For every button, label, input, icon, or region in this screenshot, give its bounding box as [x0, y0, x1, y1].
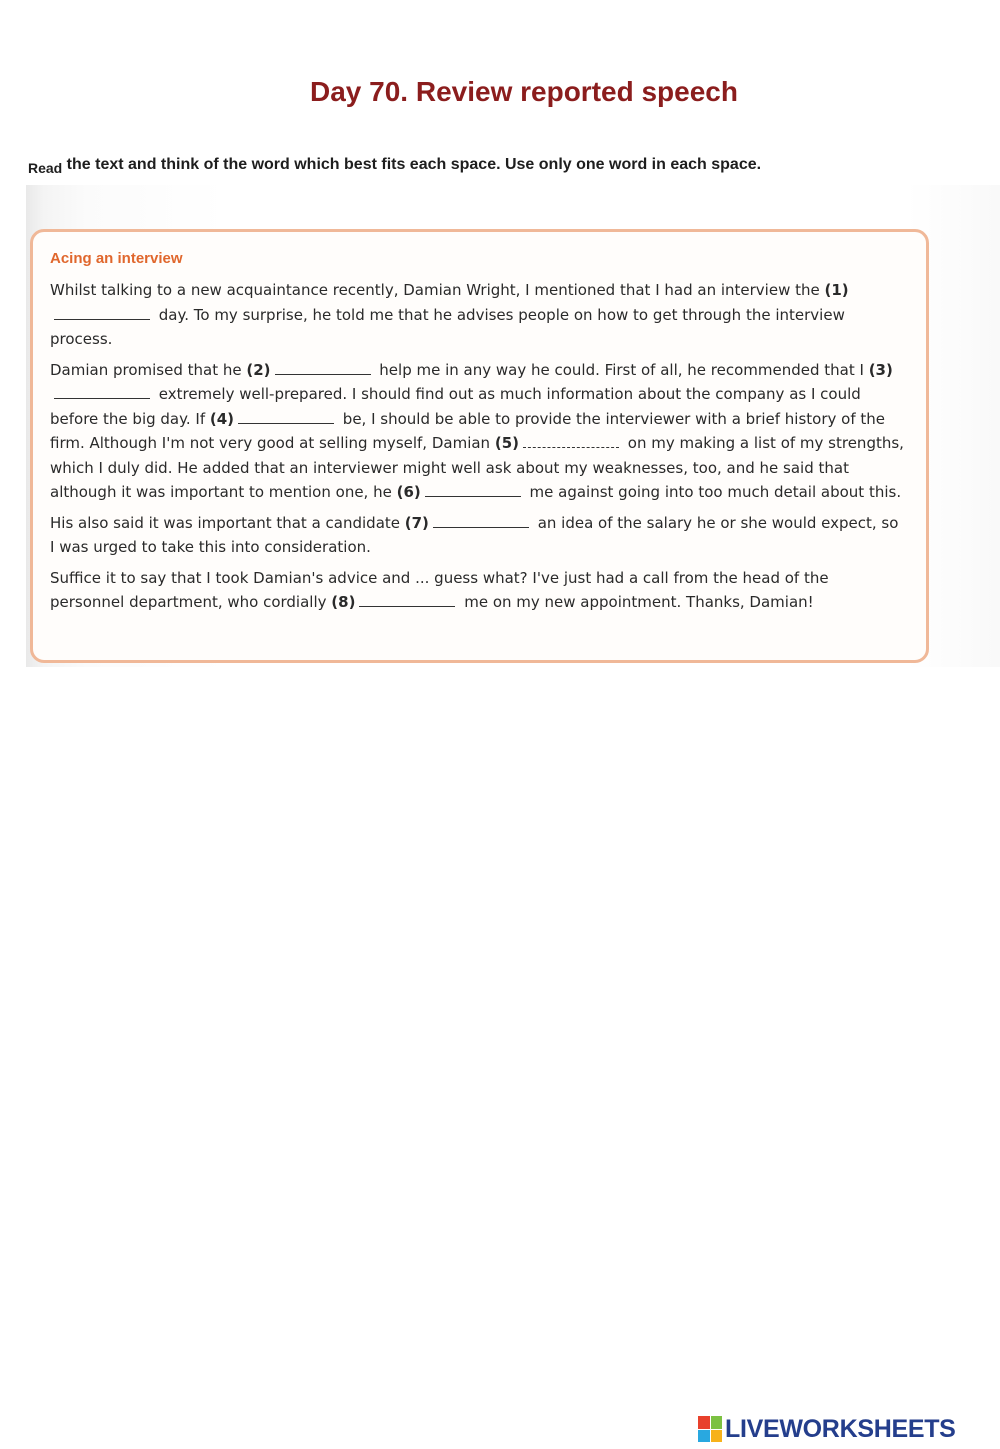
gap-number: (5)	[494, 434, 519, 452]
paragraph-text: day. To my surprise, he told me that he advises people on how to get through the interview process.	[50, 305, 845, 348]
answer-blank[interactable]	[54, 307, 150, 320]
exercise-text	[50, 278, 905, 621]
gap-number: (8)	[331, 593, 356, 611]
gap-number: (2)	[246, 360, 271, 379]
paragraph-text: on my making a list of my strengths, which I duly did. He added that an interviewer might well ask about my weaknesses, too, and he said that although it was important to mention one, he	[50, 434, 904, 501]
exercise-paragraph	[50, 511, 905, 560]
exercise-paragraph	[50, 566, 905, 615]
gap-number: (3)	[868, 360, 893, 379]
page-title: Day 70. Review reported speech	[310, 76, 738, 107]
answer-blank[interactable]	[54, 386, 150, 399]
answer-blank[interactable]	[433, 515, 529, 528]
paragraph-text: me against going into too much detail about this.	[524, 483, 902, 501]
gap-number: (6)	[396, 483, 421, 501]
paragraph-text: extremely well-prepared. I should find out as much information about the company as I could before the big day. If	[50, 385, 861, 428]
answer-blank[interactable]	[359, 594, 455, 607]
instructions-first-word: Read	[28, 160, 63, 176]
paragraph-text: His also said it was important that a candidate	[50, 513, 405, 532]
gap-number: (1)	[824, 281, 849, 299]
paragraph-text: help me in any way he could. First of all, he recommended that I	[374, 360, 869, 379]
instructions	[28, 156, 928, 174]
answer-blank[interactable]	[238, 411, 334, 424]
liveworksheets-logo	[698, 1412, 956, 1446]
exercise-heading: Acing an interview	[50, 250, 183, 267]
answer-blank[interactable]	[275, 362, 371, 375]
liveworksheets-logo-icon	[698, 1416, 722, 1442]
exercise-paragraph	[50, 278, 905, 352]
paragraph-text: Whilst talking to a new acquaintance recently, Damian Wright, I mentioned that I had an interview the	[50, 281, 825, 299]
paragraph-text: Suffice it to say that I took Damian's advice and ... guess what? I've just had a call from the head of the personnel department, who cordially	[50, 568, 829, 611]
paragraph-text: me on my new appointment. Thanks, Damian!	[459, 593, 814, 611]
gap-number: (7)	[404, 513, 429, 532]
answer-blank[interactable]	[425, 484, 521, 497]
paragraph-text: Damian promised that he	[50, 360, 247, 379]
instructions-text: the text and think of the word which best fits each space. Use only one word in each space.	[62, 156, 762, 173]
paragraph-text: be, I should be able to provide the interviewer with a brief history of the firm. Although I'm not very good at selling myself, Damian	[50, 409, 885, 452]
logo-text: LIVEWORKSHEETS	[725, 1414, 956, 1443]
paragraph-text: an idea of the salary he or she would expect, so I was urged to take this into consideration.	[50, 513, 899, 556]
answer-blank[interactable]	[523, 435, 619, 448]
gap-number: (4)	[209, 409, 235, 428]
exercise-paragraph	[50, 358, 905, 505]
